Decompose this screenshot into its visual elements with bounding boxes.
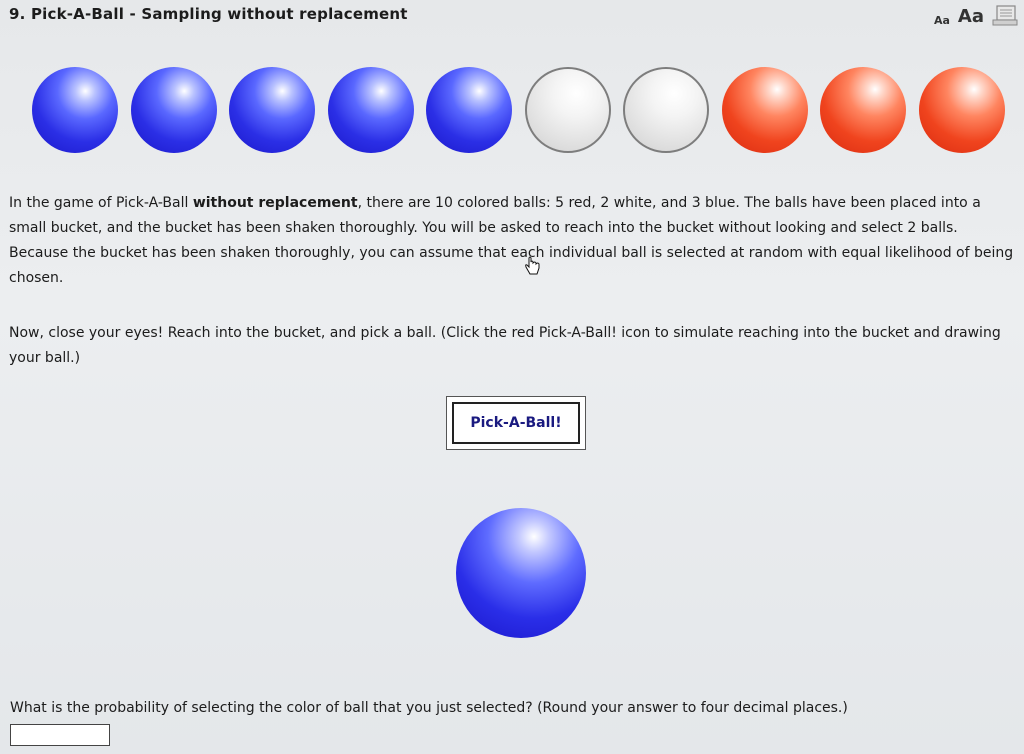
ball-blue	[32, 67, 118, 153]
ball-blue	[328, 67, 414, 153]
intro-paragraph	[9, 191, 1019, 291]
ball-red	[722, 67, 808, 153]
question-text: What is the probability of selecting the color of ball that you just selected? (Round your answer to four decimal places.)	[10, 700, 848, 716]
intro-text-rest: , there are 10 colored balls: 5 red, 2 white, and 3 blue. The balls have been placed into a small bucket, and the bucket has been shaken thoroughly. You will be asked to reach into the bucket without looking and select 2 balls. Because the bucket has been shaken thoroughly, you can assume that each individual ball is selected at random with equal likelihood of being chosen.	[9, 195, 1014, 286]
intro-text-start: In the game of Pick-A-Ball	[9, 195, 193, 211]
document-icon[interactable]	[992, 5, 1018, 27]
ball-blue	[131, 67, 217, 153]
ball-collection	[32, 67, 1007, 157]
font-smaller-button[interactable]: Aa	[933, 14, 950, 27]
ball-blue	[426, 67, 512, 153]
drawn-ball	[456, 508, 586, 638]
answer-input[interactable]	[10, 724, 110, 746]
intro-emphasis: without replacement	[192, 195, 358, 211]
page-title: 9. Pick-A-Ball - Sampling without replacement	[9, 5, 408, 23]
instruction-paragraph: Now, close your eyes! Reach into the bucket, and pick a ball. (Click the red Pick-A-Ball! icon to simulate reaching into the bucket and drawing your ball.)	[9, 325, 1001, 366]
ball-red	[919, 67, 1005, 153]
ball-red	[820, 67, 906, 153]
ball-white	[525, 67, 611, 153]
hand-cursor-icon	[524, 256, 542, 278]
pick-a-ball-button[interactable]: Pick-A-Ball!	[452, 402, 580, 444]
ball-white	[623, 67, 709, 153]
ball-blue	[229, 67, 315, 153]
font-larger-button[interactable]: Aa	[957, 6, 984, 27]
pick-button-frame	[446, 396, 586, 450]
toolbar	[934, 5, 1018, 27]
